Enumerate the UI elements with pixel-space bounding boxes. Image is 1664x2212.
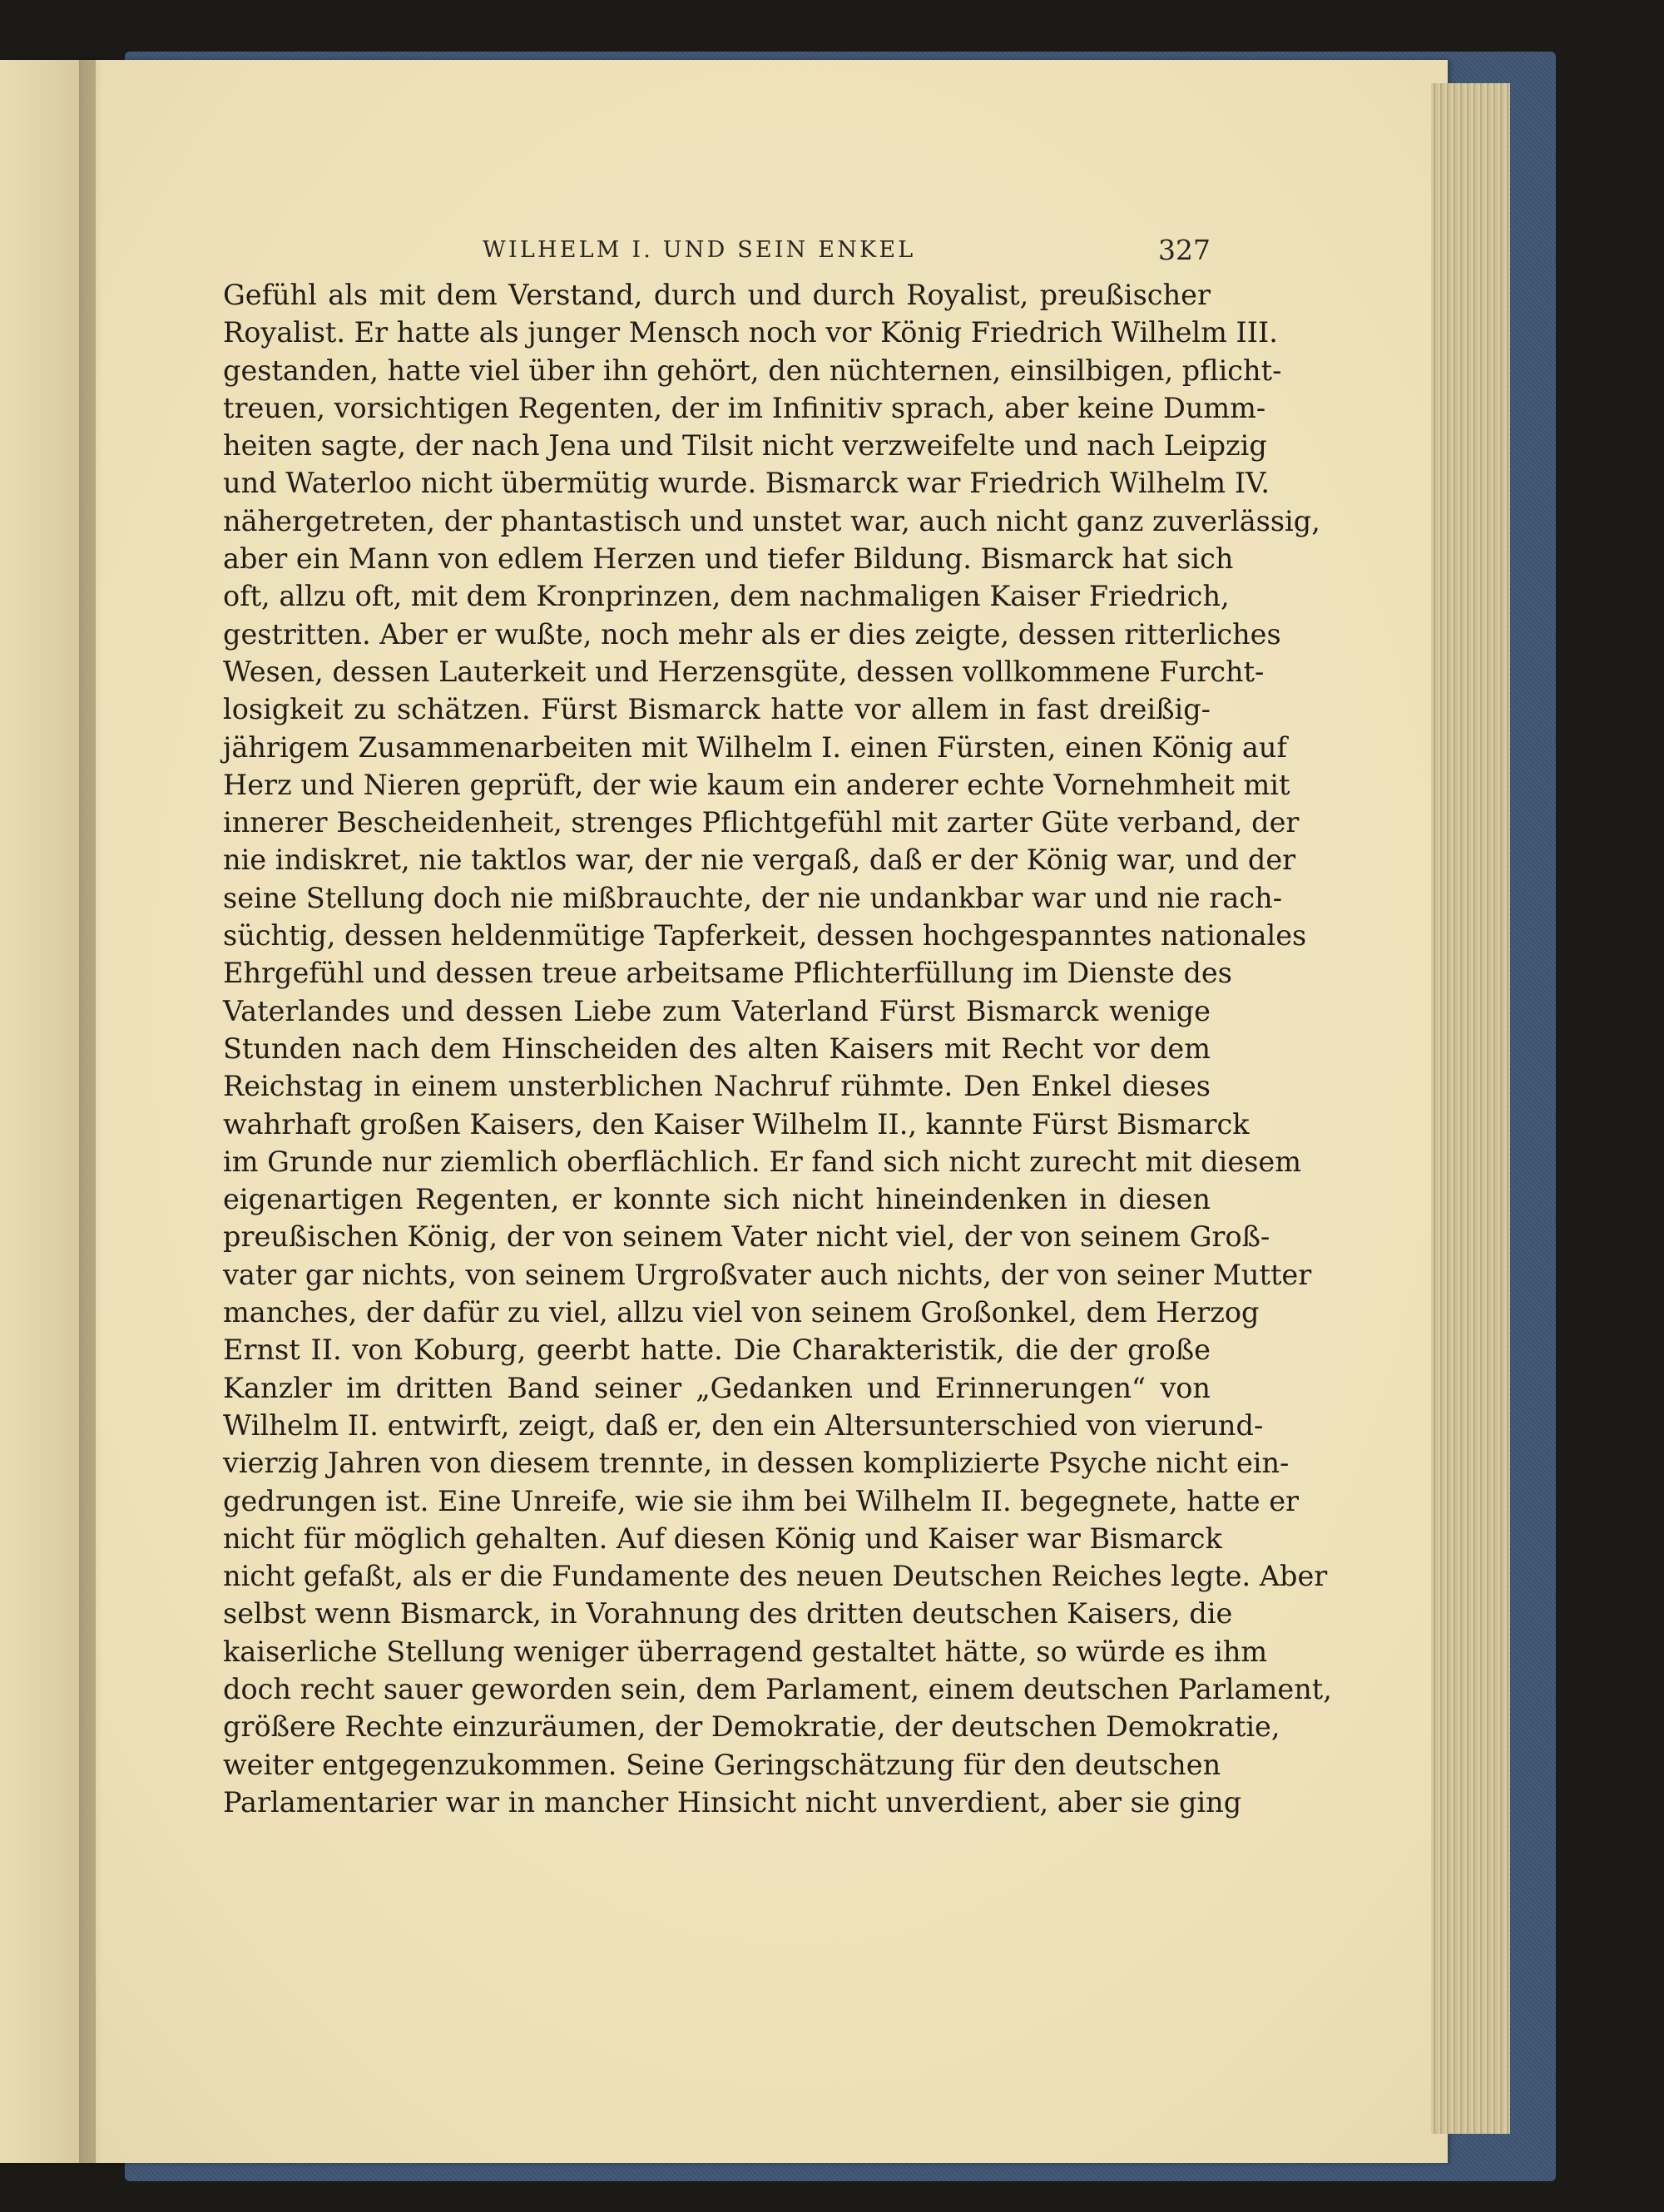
text-line: innerer Bescheidenheit, strenges Pflichtgefühl mit zarter Güte verband, der [223, 806, 1300, 839]
text-line: vierzig Jahren von diesem trennte, in dessen komplizierte Psyche nicht ein- [223, 1447, 1290, 1480]
text-line: Parlamentarier war in mancher Hinsicht nicht unverdient, aber sie ging [223, 1785, 1242, 1819]
body-text [223, 276, 1332, 1821]
text-line: eigenartigen Regenten, er konnte sich nicht hineindenken in diesen [223, 1183, 1211, 1216]
text-line: nie indiskret, nie taktlos war, der nie vergaß, daß er der König war, und der [223, 844, 1296, 877]
text-line: manches, der dafür zu viel, allzu viel von seinem Großonkel, dem Herzog [223, 1296, 1260, 1329]
page-gutter-shadow [79, 60, 102, 2163]
text-line: Gefühl als mit dem Verstand, durch und durch Royalist, preußischer [223, 279, 1211, 311]
text-line: losigkeit zu schätzen. Fürst Bismarck hatte vor allem in fast dreißig- [223, 693, 1211, 726]
text-line: gestanden, hatte viel über ihn gehört, den nüchternen, einsilbigen, pflicht- [223, 354, 1282, 387]
text-line: Royalist. Er hatte als junger Mensch noch vor König Friedrich Wilhelm III. [223, 316, 1278, 349]
text-line: gestritten. Aber er wußte, noch mehr als er dies zeigte, dessen ritterliches [223, 617, 1281, 651]
text-line: im Grunde nur ziemlich oberflächlich. Er fand sich nicht zurecht mit diesem [223, 1145, 1301, 1178]
text-line: Kanzler im dritten Band seiner „Gedanken und Erinnerungen“ von [223, 1371, 1211, 1404]
text-line: nicht für möglich gehalten. Auf diesen König und Kaiser war Bismarck [223, 1522, 1222, 1555]
text-line: heiten sagte, der nach Jena und Tilsit nicht verzweifelte und nach Leipzig [223, 429, 1267, 463]
running-title: WILHELM I. UND SEIN ENKEL [483, 237, 916, 263]
text-line: gedrungen ist. Eine Unreife, wie sie ihm bei Wilhelm II. begegnete, hatte er [223, 1484, 1300, 1517]
text-line: Reichstag in einem unsterblichen Nachruf rühmte. Den Enkel dieses [223, 1070, 1211, 1103]
text-line: Wesen, dessen Lauterkeit und Herzensgüte, dessen vollkommene Furcht- [223, 655, 1265, 688]
text-line: nähergetreten, der phantastisch und unstet war, auch nicht ganz zuverlässig, [223, 504, 1320, 537]
text-line: aber ein Mann von edlem Herzen und tiefer Bildung. Bismarck hat sich [223, 542, 1234, 576]
text-line: vater gar nichts, von seinem Urgroßvater auch nichts, der von seiner Mutter [223, 1258, 1312, 1291]
text-line: Herz und Nieren geprüft, der wie kaum ein anderer echte Vornehmheit mit [223, 768, 1290, 801]
text-line: treuen, vorsichtigen Regenten, der im Infinitiv sprach, aber keine Dumm- [223, 391, 1266, 424]
text-line: kaiserliche Stellung weniger überragend gestaltet hätte, so würde es ihm [223, 1635, 1268, 1668]
text-line: größere Rechte einzuräumen, der Demokratie, der deutschen Demokratie, [223, 1710, 1280, 1744]
text-line: selbst wenn Bismarck, in Vorahnung des dritten deutschen Kaisers, die [223, 1597, 1233, 1631]
text-line: oft, allzu oft, mit dem Kronprinzen, dem nachmaligen Kaiser Friedrich, [223, 580, 1230, 613]
text-line: wahrhaft großen Kaisers, den Kaiser Wilhelm II., kannte Fürst Bismarck [223, 1107, 1250, 1141]
text-line: doch recht sauer geworden sein, dem Parlament, einem deutschen Parlament, [223, 1672, 1332, 1705]
text-line: seine Stellung doch nie mißbrauchte, der nie undankbar war und nie rach- [223, 881, 1283, 914]
text-line: Vaterlandes und dessen Liebe zum Vaterland Fürst Bismarck wenige [223, 994, 1211, 1027]
text-line: Stunden nach dem Hinscheiden des alten Kaisers mit Recht vor dem [223, 1032, 1211, 1065]
text-line: süchtig, dessen heldenmütige Tapferkeit, dessen hochgespanntes nationales [223, 919, 1307, 953]
text-line: nicht gefaßt, als er die Fundamente des neuen Deutschen Reiches legte. Aber [223, 1560, 1328, 1593]
page-number: 327 [1158, 234, 1211, 266]
text-line: weiter entgegenzukommen. Seine Geringschätzung für den deutschen [223, 1748, 1221, 1781]
text-line: Wilhelm II. entwirft, zeigt, daß er, den ein Altersunterschied von vierund- [223, 1408, 1264, 1442]
running-header [483, 234, 1211, 267]
text-line: preußischen König, der von seinem Vater nicht viel, der von seinem Groß- [223, 1220, 1270, 1254]
text-line: und Waterloo nicht übermütig wurde. Bismarck war Friedrich Wilhelm IV. [223, 467, 1270, 500]
text-line: Ernst II. von Koburg, geerbt hatte. Die Charakteristik, die der große [223, 1334, 1211, 1367]
text-line: jährigem Zusammenarbeiten mit Wilhelm I. einen Fürsten, einen König auf [223, 730, 1287, 764]
page-block-edges [1431, 83, 1510, 2134]
text-line: Ehrgefühl und dessen treue arbeitsame Pflichterfüllung im Dienste des [223, 957, 1232, 990]
